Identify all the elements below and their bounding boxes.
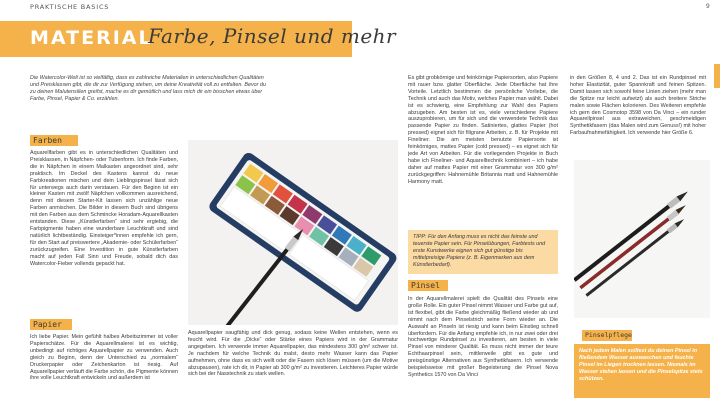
page-edge-tab — [714, 64, 720, 88]
farben-text: Aquarellfarben gibt es in unterschiedlichen Qualitäten und Preisklassen, in Näpfchen- oder Tubenform. Ich finde Farben, die in Näpfchen in einem Malkasten angeordnet sind, sehr praktisch. Im Deckel des Kastens kannst du neue Farbkreationen mischen und dein Lieblingspinsel lässt sich für unterwegs auch darin verstauen. Für den Beginn ist ein kleiner Kasten mit zwölf Näpfchen vollkommen ausreichend, denn mit diesem Starter-Kit lassen sich unzählige neue Farben anmischen. Die Bilder in diesem Buch sind übrigens mit den Farben aus dem Schmincke Horadam-Aquarellkasten entstanden. Diese „Künstlerfarben“ sind sehr ergiebig, die Farbpigmente haben eine wunderbare Leuchtkraft und sind natürlich lichtbeständig. Einsteiger*innen empfehle ich gern, für den Start auf preiswertere „Akademie- oder Schülerfarben“ zurückzugreifen. Eine Investition in gute Künstlerfarben macht auf jeden Fall Sinn und Freude, sobald dich das Watercolor-Fieber vollends gepackt hat. — [30, 150, 178, 267]
pinselpflege-box: Nach jedem Malen solltest du deinen Pinsel in fließendem Wasser auswaschen und feuchte Pinsel im Liegen trocknen lassen. Niemals im Wasser stehen lassen und die Pinselspitze stets schützen. — [574, 344, 710, 398]
papier-text-continued: Aquarellpapier saugfähig und dick genug, sodass keine Wellen entstehen, wenn es feucht wird. Für die „Dicke“ oder Stärke eines Papiers wird in der Grammatur angegeben. Ich verwende immer Aquarellpapier, das mindestens 300 g/m² schwer ist. Je nachdem für welche Technik du malst, desto mehr Wasser kann das Papier aufnehmen, ohne dass es sich wellt oder die Fasern sich lösen müssen (um die Motive abzupausen), rate ich dir, in Papier ab 300 g/m² zu investieren. Leichteres Papier würde sich bei der Nasstechnik zu stark wellen. — [188, 330, 398, 378]
tip-box: TIPP: Für den Anfang muss es nicht das feinste und teuerste Papier sein. Für Pinselübungen, Farbtests und erste Kunstwerke eignen sich gut günstige bis mittelpreisige Papiere (z. B. Eigenmarken aus dem Künstlerbedarf). — [408, 230, 558, 274]
intro-paragraph: Die Watercolor-Welt ist so vielfältig, dass es zahlreiche Materialien in unterschiedlichen Qualitäten und Preisklassen gibt, die dir zur Verfügung stehen, um deine Kreativität voll zu entfalten. Bevor du zu deinen Malutensilien greifst, mache es dir gemütlich und lass mich dir ein bisschen etwas über Farbe, Pinsel, Papier & Co. erzählen. — [30, 75, 266, 102]
paint-palette-illustration — [188, 140, 398, 325]
section-heading-papier: Papier — [30, 319, 72, 330]
page-subtitle: Farbe, Pinsel und mehr — [148, 24, 397, 48]
pinsel-text: In der Aquarellmalerei spielt die Qualität des Pinsels eine große Rolle. Ein guter Pinsel nimmt Wasser und Farbe gut auf, ist flexibel, gibt die Farbe gleichmäßig fließend wieder ab und nimmt nach dem Pinselstrich seine Form wieder an. Die Auswahl an Pinseln ist riesig und kann beim Einstieg schnell überfordern. Für die Anfang empfehle ich, in nur zwei oder drei hochwertige Rundpinsel zu investieren, am besten in viele Pinsel von minderer Qualität. Es muss nicht immer der teure Echthaarpinsel sein, mittlerweile gibt es gute und preisgünstige Alternativen aus Synthetikfasern. Ich verwende beispielsweise mit großer Begeisterung die Pinsel Nova Synthetics 1570 von Da Vinci — [408, 296, 558, 378]
brushes-illustration — [574, 160, 710, 318]
papier-text: Ich liebe Papier. Mein gefühlt halbes Arbeitszimmer ist voller Papierschätze. Für die Aquarellmalerei ist es wichtig, unbedingt auf richtiges Aquarellpapier zu verwenden. Auch gleich zu Beginn, denn der Unterschied zu „normalem“ Druckerpapier oder Zeichenkarton ist riesig. Auf Aquarellpapier verläuft die Farbe schön, die Pigmente können ihre volle Leuchtkraft entwickeln und außerdem ist — [30, 334, 178, 382]
running-head: PRAKTISCHE BASICS — [30, 3, 110, 11]
section-heading-pinsel: Pinsel — [408, 280, 448, 291]
papier-text-right: Es gibt grobkörnige und feinkörnige Papiersorten, also Papiere mit rauer bzw. glatter Oberfläche. Jede Oberfläche hat ihre Vorteile. Letztlich bestimmen die persönliche Vorliebe, die Technik und auch das Motiv, welches Papier man wählt. Dabei ist es schwierig, eine Empfehlung zur Wahl des Papiers abzugeben. Am besten ist es, viele verschiedene Papiere auszuprobieren, um für sich und die verwendete Technik das passende Papier zu finden. Satiniertes, glattes Papier (hot pressed) eignet sich für filigrane Arbeiten, z. B. für Projekte mit Fineliner. Die am meisten benutzte Papiersorte ist feinkörniges, mattes Papier (cold pressed) – es eignet sich für jede Art von Arbeiten. Für die vorliegenden Projekte in Buch habe ich Fineliner- und Aquarelltechnik kombiniert – ich habe daher auf mattes Papier mit einer Grammatur von 300 g/m² zurückgegriffen: Hahnemühle Britannia matt und Hahnemühle Harmony matt. — [408, 75, 558, 185]
page-number: 9 — [706, 3, 710, 10]
section-heading-farben: Farben — [30, 135, 78, 146]
title-band — [0, 21, 397, 57]
brushes-photo — [574, 160, 710, 318]
page-title: MATERIAL — [30, 27, 153, 49]
section-heading-pinselpflege: Pinselpflege — [582, 330, 632, 341]
pinsel-text-top: in den Größen 8, 4 und 2. Das ist ein Rundpinsel mit hoher Elastizität, guter Spannkraft und feinen Spitzen. Damit lassen sich sowohl feine Linien ziehen (mehr man die Spitze nur leicht aufsetzt) als auch breitere Striche malen sowie Flächen kolorieren. Des Weiteren empfehle ich gern den Cosmotop 3598 von Da Vinci – ein runder Aquarellpinsel aus extraweichen, geschmeidigen Synthetikfasern (das Malen wird zum Genuss!) mit hoher Farbaufnahmefähigkeit. Ich verwende hier Größe 6. — [570, 75, 706, 137]
paint-palette-photo — [188, 140, 398, 325]
